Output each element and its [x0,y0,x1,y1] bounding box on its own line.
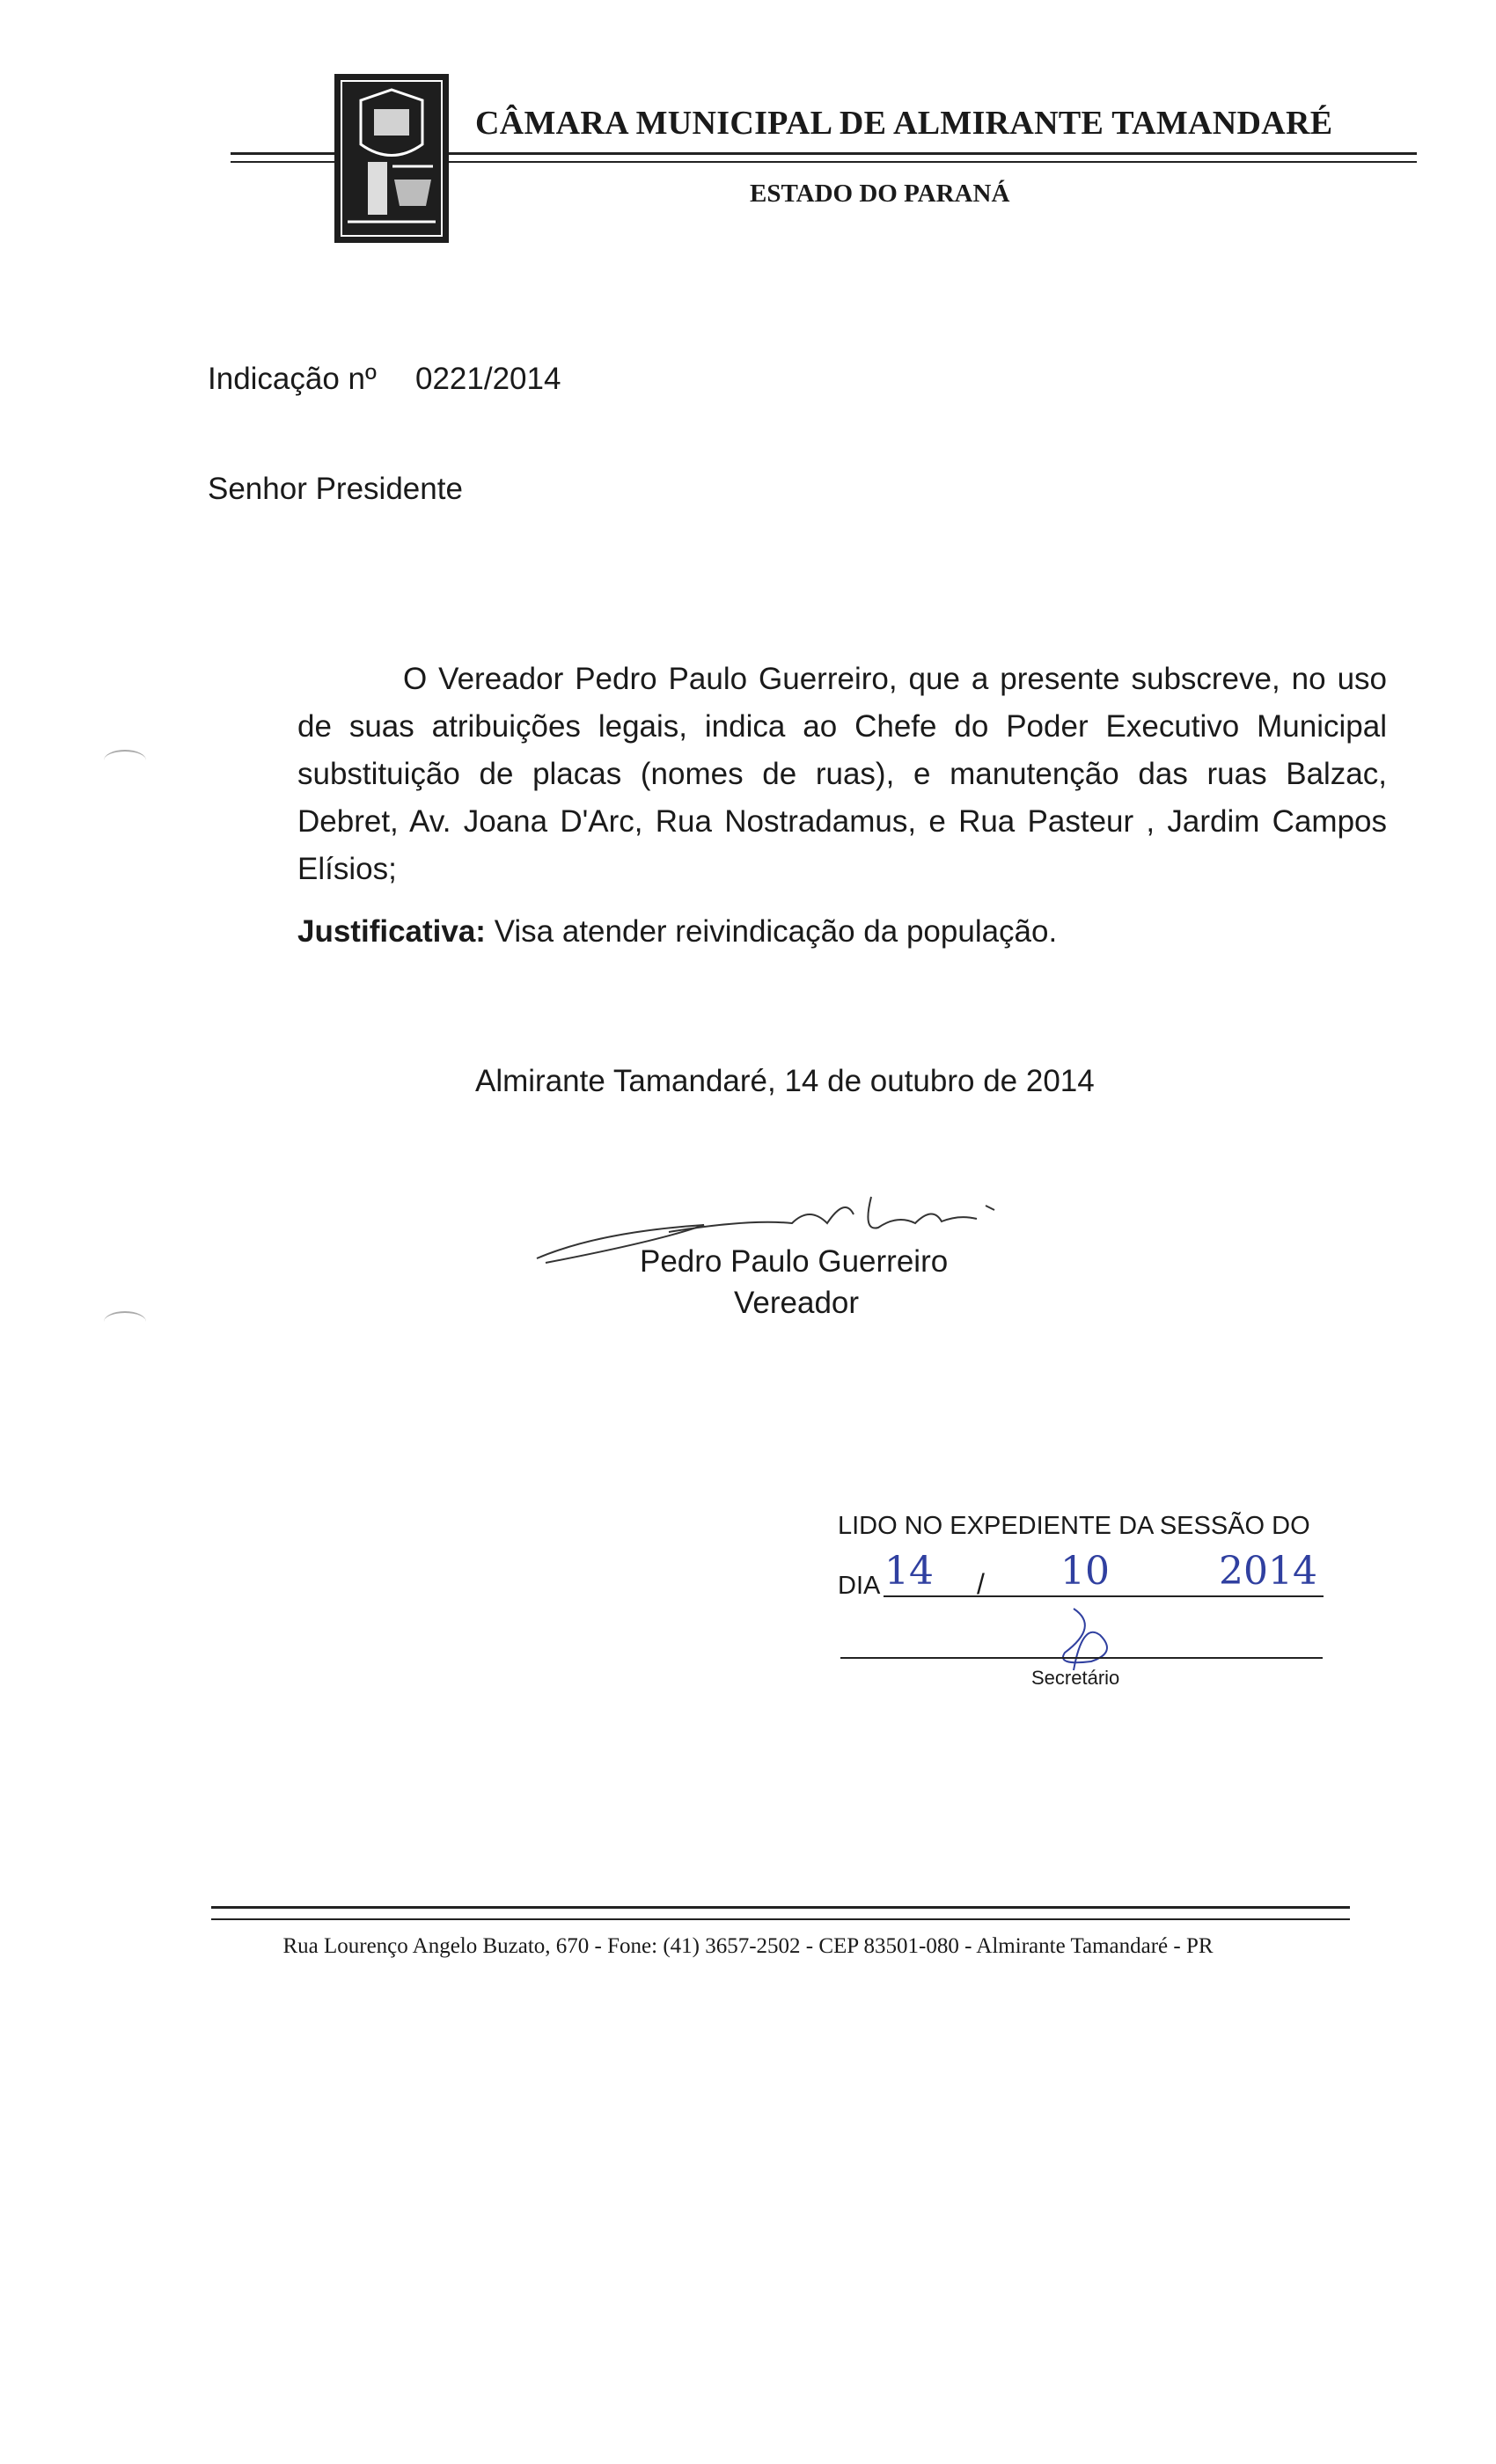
stamp-signature-line [840,1657,1323,1659]
header-rule-left [231,152,334,155]
stamp-month: 10 [1060,1549,1110,1594]
punch-hole-mark [104,750,146,771]
footer-address: Rua Lourenço Angelo Buzato, 670 - Fone: (41) 3657-2502 - CEP 83501-080 - Almirante Tamandaré - PR [282,1934,1214,1958]
state-name: ESTADO DO PARANÁ [750,180,1010,208]
justificativa-label: Justificativa: [297,914,486,949]
municipal-emblem [334,74,449,243]
stamp-title: LIDO NO EXPEDIENTE DA SESSÃO DO [838,1512,1310,1540]
footer-rule-1 [211,1906,1350,1909]
justificativa-line [297,909,1057,954]
signatory-name: Pedro Paulo Guerreiro [640,1244,949,1279]
stamp-secretary-label: Secretário [1031,1667,1120,1689]
indicacao-label: Indicação nº [208,362,377,396]
justificativa-text: Visa atender reivindicação da população. [485,914,1058,949]
stamp-year: 2014 [1219,1549,1317,1594]
stamp-separator: / [977,1568,985,1600]
indicacao-number: 0221/2014 [415,362,561,396]
place-date: Almirante Tamandaré, 14 de outubro de 2014 [475,1064,1095,1098]
header-rule-right [449,152,1417,155]
stamp-date-line [884,1595,1324,1597]
signatory-role: Vereador [734,1286,860,1320]
header-rule-left-2 [231,161,334,163]
header-rule-right-2 [449,161,1417,163]
punch-hole-mark [104,1311,146,1332]
stamp-dia-label: DIA [838,1572,881,1600]
salutation: Senhor Presidente [208,472,463,506]
body-paragraph: O Vereador Pedro Paulo Guerreiro, que a presente subscreve, no uso de suas atribuições legais, indica ao Chefe do Poder Executivo Municipal substituição de placas (nomes de ruas), e manutenção das ruas Balzac, Debret, Av. Joana D'Arc, Rua Nostradamus, e Rua Pasteur , Jardim Campos Elísios; [297,662,1387,886]
coat-of-arms-icon [334,74,449,243]
stamp-day: 14 [884,1549,934,1594]
chamber-name: CÂMARA MUNICIPAL DE ALMIRANTE TAMANDARÉ [475,105,1333,142]
footer-rule-2 [211,1918,1350,1920]
